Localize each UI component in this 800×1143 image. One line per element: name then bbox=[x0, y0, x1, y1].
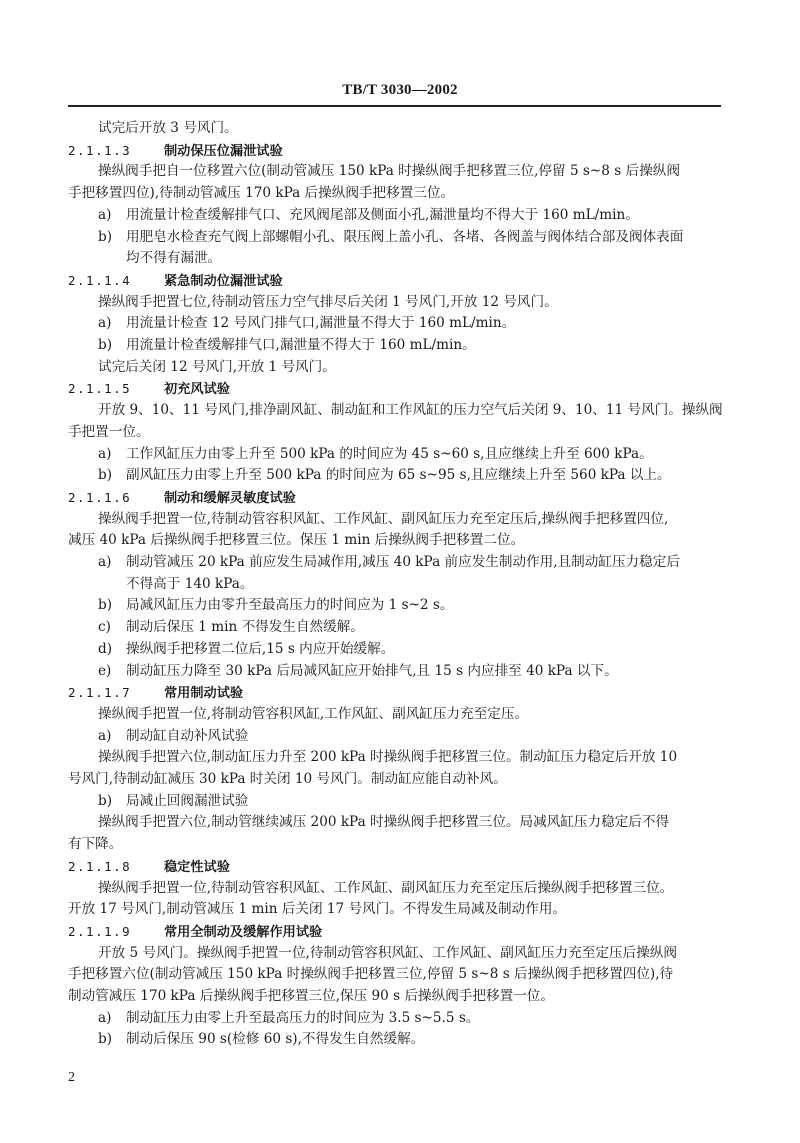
section-heading bbox=[68, 140, 723, 162]
list-item-label: b) bbox=[98, 337, 113, 353]
section-heading bbox=[68, 682, 723, 704]
list-item-label: a) bbox=[98, 315, 112, 332]
list-item-text: 制动缸压力降至 30 kPa 后局减风缸应开始排气,且 15 s 内应排至 40 kPa 以下。 bbox=[126, 662, 618, 679]
list-item bbox=[98, 444, 753, 466]
list-item-label: a) bbox=[98, 1009, 112, 1026]
list-item-text: 用肥皂水检查充气阀上部螺帽小孔、限压阀上盖小孔、各堵、各阀盖与阀体结合部及阀体表面 bbox=[126, 228, 684, 245]
list-item bbox=[98, 313, 753, 335]
section-number: 2.1.1.3 bbox=[68, 142, 132, 158]
list-item-text: 用流量计检查缓解排气口、充风阀尾部及侧面小孔,漏泄量均不得大于 160 mL/min。 bbox=[126, 206, 639, 223]
header-rule bbox=[68, 105, 721, 107]
section-heading bbox=[68, 378, 723, 400]
section-number: 2.1.1.9 bbox=[68, 923, 132, 939]
list-item-label: b) bbox=[98, 792, 113, 809]
paragraph-line: 开放 9、10、11 号风门,排净副风缸、制动缸和工作风缸的压力空气后关闭 9、10、11 号风门。操纵阀 bbox=[98, 402, 723, 419]
section-number: 2.1.1.6 bbox=[68, 489, 132, 505]
section-heading bbox=[68, 270, 723, 292]
list-item bbox=[98, 552, 753, 574]
paragraph-line: 操纵阀手把置一位,待制动管容积风缸、工作风缸、副风缸压力充至定压后操纵阀手把移置三位。 bbox=[98, 879, 674, 896]
paragraph-line: 操纵阀手把置七位,待制动管压力空气排尽后关闭 1 号风门,开放 12 号风门。 bbox=[98, 293, 558, 310]
list-item bbox=[98, 595, 753, 617]
paragraph-line: 试完后开放 3 号风门。 bbox=[98, 120, 238, 136]
section-heading bbox=[68, 487, 723, 509]
section-title: 稳定性试验 bbox=[164, 859, 230, 875]
list-item-continuation: 不得高于 140 kPa。 bbox=[126, 575, 254, 592]
list-item bbox=[98, 639, 753, 661]
section-heading bbox=[68, 856, 723, 878]
list-item bbox=[98, 1029, 753, 1051]
list-item-label: a) bbox=[98, 727, 112, 744]
list-item-label: d) bbox=[98, 640, 113, 657]
section-number: 2.1.1.8 bbox=[68, 858, 132, 874]
paragraph-continuation: 制动管减压 170 kPa 后操纵阀手把移置三位,保压 90 s 后操纵阀手把移置一位。 bbox=[68, 988, 554, 1004]
list-item-label: b) bbox=[98, 597, 113, 614]
section-title: 制动和缓解灵敏度试验 bbox=[164, 490, 296, 506]
page-number: 2 bbox=[68, 1070, 75, 1085]
list-item-text: 制动后保压 90 s(检修 60 s),不得发生自然缓解。 bbox=[126, 1031, 425, 1048]
section-heading bbox=[68, 921, 723, 943]
paragraph-continuation: 手把移置四位),待制动管减压 170 kPa 后操纵阀手把移置三位。 bbox=[68, 185, 455, 202]
list-item-label: e) bbox=[98, 662, 112, 679]
paragraph-line: 操纵阀手把自一位移置六位(制动管减压 150 kPa 时操纵阀手把移置三位,停留 5 s~8 s 后操纵阀 bbox=[98, 163, 680, 180]
list-item-text: 制动管减压 20 kPa 前应发生局减作用,减压 40 kPa 前应发生制动作用,且制动缸压力稳定后 bbox=[126, 554, 680, 570]
list-item-text: 制动后保压 1 min 不得发生自然缓解。 bbox=[126, 619, 364, 636]
list-item-label: a) bbox=[98, 445, 112, 462]
list-item bbox=[98, 205, 753, 227]
list-item-text: 制动缸自动补风试验 bbox=[126, 727, 249, 744]
section-title: 常用全制动及缓解作用试验 bbox=[164, 924, 323, 940]
section-number: 2.1.1.5 bbox=[68, 381, 132, 397]
paragraph-line: 试完后关闭 12 号风门,开放 1 号风门。 bbox=[98, 358, 336, 375]
list-item-label: a) bbox=[98, 206, 112, 223]
paragraph-line: 操纵阀手把置六位,制动缸压力升至 200 kPa 时操纵阀手把移置三位。制动缸压力稳定后开放 10 bbox=[98, 749, 678, 766]
section-title: 初充风试验 bbox=[164, 382, 230, 398]
list-item-text: 用流量计检查 12 号风门排气口,漏泄量不得大于 160 mL/min。 bbox=[126, 315, 516, 332]
paragraph-line: 操纵阀手把置一位,将制动管容积风缸,工作风缸、副风缸压力充至定压。 bbox=[98, 705, 529, 722]
list-item bbox=[98, 1008, 753, 1030]
list-item-text: 工作风缸压力由零上升至 500 kPa 的时间应为 45 s~60 s,且应继续上升至 600 kPa。 bbox=[126, 445, 653, 462]
list-item-label: c) bbox=[98, 619, 111, 636]
list-item-label: b) bbox=[98, 467, 113, 484]
paragraph-continuation: 号风门,待制动缸减压 30 kPa 时关闭 10 号风门。制动缸应能自动补风。 bbox=[68, 771, 507, 787]
section-title: 常用制动试验 bbox=[164, 686, 244, 702]
list-item bbox=[98, 791, 753, 813]
list-item bbox=[98, 661, 753, 683]
paragraph-continuation: 开放 17 号风门,制动管减压 1 min 后关闭 17 号风门。不得发生局减及制动作用。 bbox=[68, 901, 567, 918]
list-item-text: 操纵阀手把移置二位后,15 s 内应开始缓解。 bbox=[126, 640, 395, 657]
list-item-text: 用流量计检查缓解排气口,漏泄量不得大于 160 mL/min。 bbox=[126, 337, 476, 353]
list-item bbox=[98, 617, 753, 639]
standard-code-header: TB/T 3030—2002 bbox=[342, 82, 458, 98]
list-item-text: 副风缸压力由零上升至 500 kPa 的时间应为 65 s~95 s,且应继续上升至 560 kPa 以上。 bbox=[126, 467, 671, 484]
list-item-label: a) bbox=[98, 554, 112, 570]
paragraph-line: 开放 5 号风门。操纵阀手把置一位,待制动管容积风缸、工作风缸、副风缸压力充至定压后操纵阀 bbox=[98, 944, 677, 961]
list-item-continuation: 均不得有漏泄。 bbox=[126, 250, 222, 267]
paragraph-continuation: 有下降。 bbox=[68, 836, 123, 853]
list-item-text: 局减止回阀漏泄试验 bbox=[126, 792, 249, 809]
list-item-text: 制动缸压力由零上升至最高压力的时间应为 3.5 s~5.5 s。 bbox=[126, 1009, 480, 1026]
paragraph-continuation: 减压 40 kPa 后操纵阀手把移置三位。保压 1 min 后操纵阀手把移置二位。 bbox=[68, 532, 525, 549]
list-item bbox=[98, 227, 753, 249]
list-item-label: b) bbox=[98, 228, 113, 245]
paragraph-continuation: 手把置一位。 bbox=[68, 423, 150, 440]
paragraph-line: 操纵阀手把置六位,制动管继续减压 200 kPa 时操纵阀手把移置三位。局减风缸压力稳定后不得 bbox=[98, 814, 670, 831]
list-item bbox=[98, 335, 753, 357]
list-item-text: 局减风缸压力由零升至最高压力的时间应为 1 s~2 s。 bbox=[126, 597, 454, 614]
section-title: 制动保压位漏泄试验 bbox=[164, 143, 283, 159]
list-item bbox=[98, 726, 753, 748]
paragraph-line: 操纵阀手把置一位,待制动管容积风缸、工作风缸、副风缸压力充至定压后,操纵阀手把移置四位, bbox=[98, 510, 669, 527]
list-item bbox=[98, 465, 753, 487]
section-number: 2.1.1.4 bbox=[68, 272, 132, 288]
paragraph-continuation: 手把移置六位(制动管减压 150 kPa 时操纵阀手把移置三位,停留 5 s~8 s 后操纵阀手把移置四位),待 bbox=[68, 966, 674, 983]
section-number: 2.1.1.7 bbox=[68, 685, 132, 701]
section-title: 紧急制动位漏泄试验 bbox=[164, 273, 283, 289]
list-item-label: b) bbox=[98, 1031, 113, 1048]
